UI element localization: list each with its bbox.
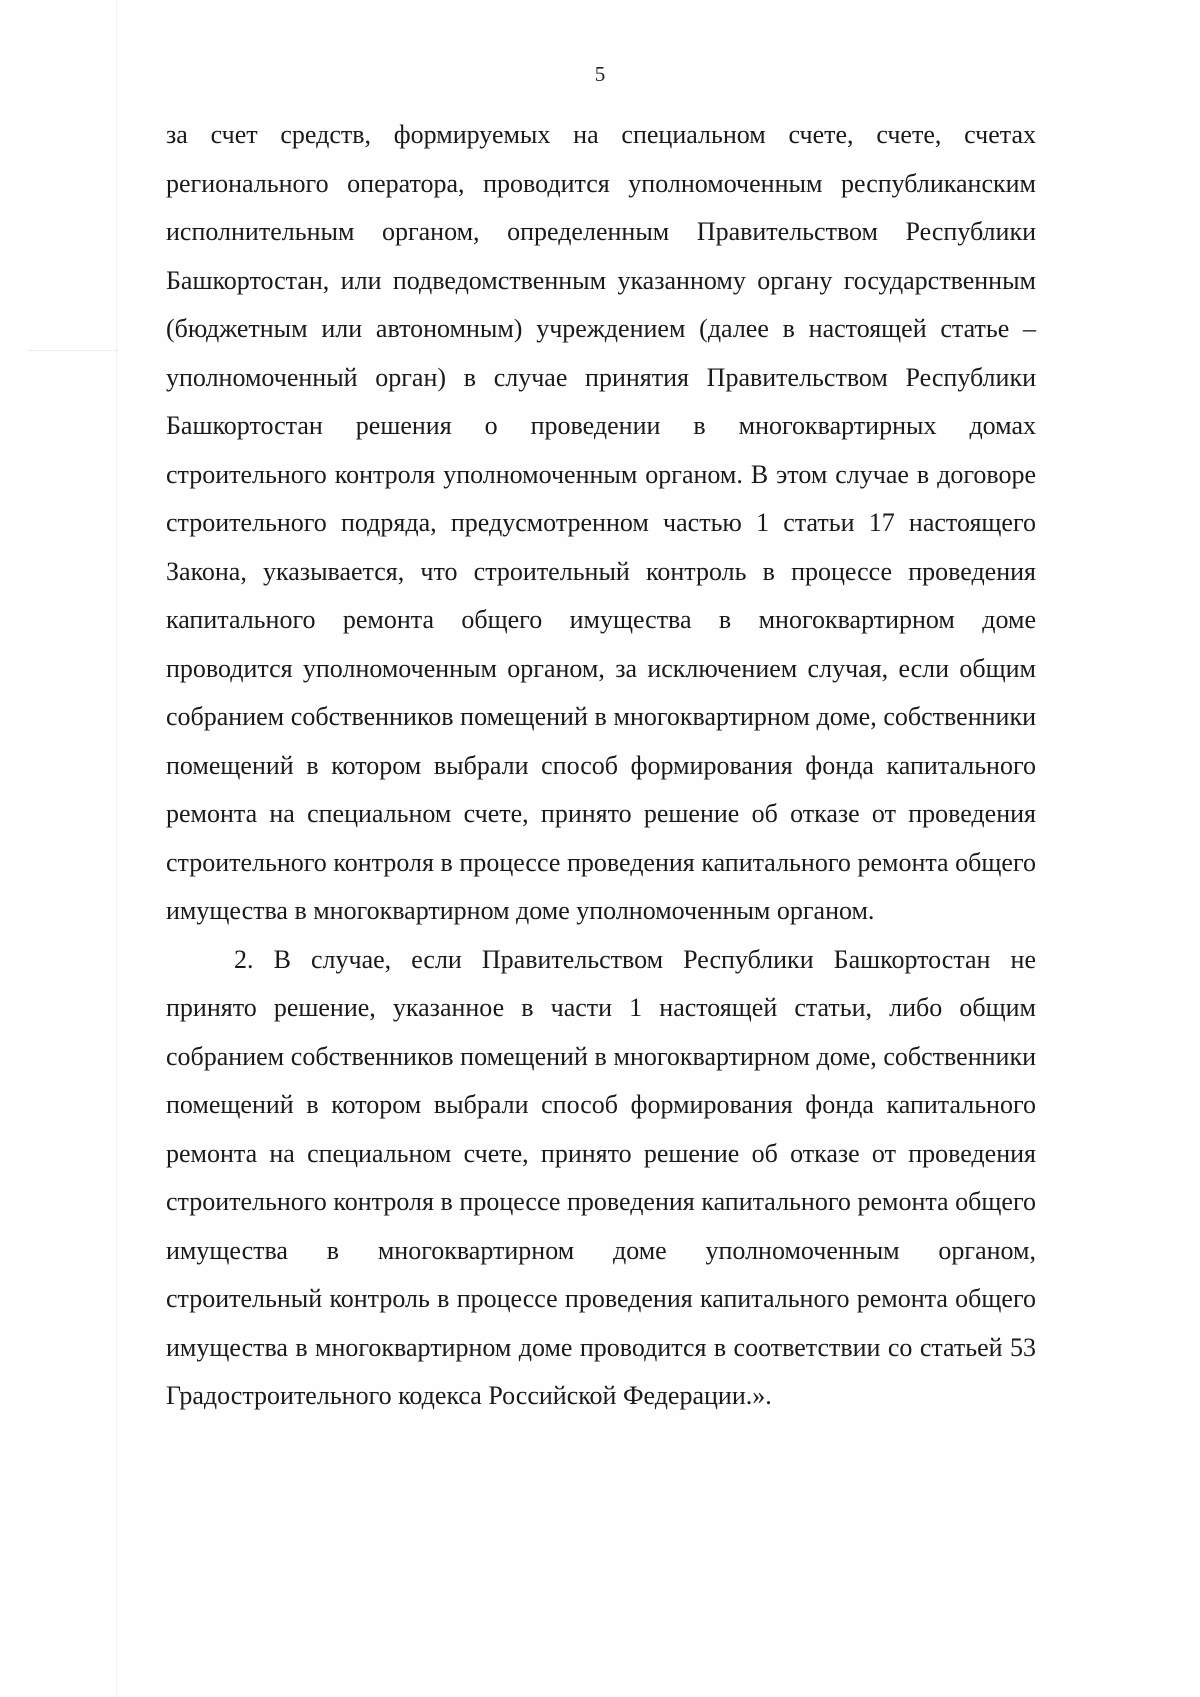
scan-artifact: [28, 350, 118, 353]
scan-edge-shadow: [116, 0, 117, 1697]
paragraph-continuation: за счет средств, формируемых на специальном счете, счете, счетах регионального оператора, проводится уполномоченным республиканским исполнительным органом, определенным Правительством Республики Башкортостан, или подведомственным указанному органу государственным (бюджетным или автономным) учреждением (далее в настоящей статье – уполномоченный орган) в случае принятия Правительством Республики Башкортостан решения о проведении в многоквартирных домах строительного контроля уполномоченным органом. В этом случае в договоре строительного подряда, предусмотренном частью 1 статьи 17 настоящего Закона, указывается, что строительный контроль в процессе проведения капитального ремонта общего имущества в многоквартирном доме проводится уполномоченным органом, за исключением случая, если общим собранием собственников помещений в многоквартирном доме, собственники помещений в котором выбрали способ формирования фонда капитального ремонта на специальном счете, принято решение об отказе от проведения строительного контроля в процессе проведения капитального ремонта общего имущества в многоквартирном доме уполномоченным органом.: [166, 120, 1036, 925]
paragraph-item-2: 2. В случае, если Правительством Республики Башкортостан не принято решение, указанное в части 1 настоящей статьи, либо общим собранием собственников помещений в многоквартирном доме, собственники помещений в котором выбрали способ формирования фонда капитального ремонта на специальном счете, принято решение об отказе от проведения строительного контроля в процессе проведения капитального ремонта общего имущества в многоквартирном доме уполномоченным органом, строительный контроль в процессе проведения капитального ремонта общего имущества в многоквартирном доме проводится в соответствии со статьей 53 Градостроительного кодекса Российской Федерации.».: [166, 944, 1036, 1410]
document-body: [166, 111, 1036, 1421]
page-number: 5: [594, 62, 606, 86]
